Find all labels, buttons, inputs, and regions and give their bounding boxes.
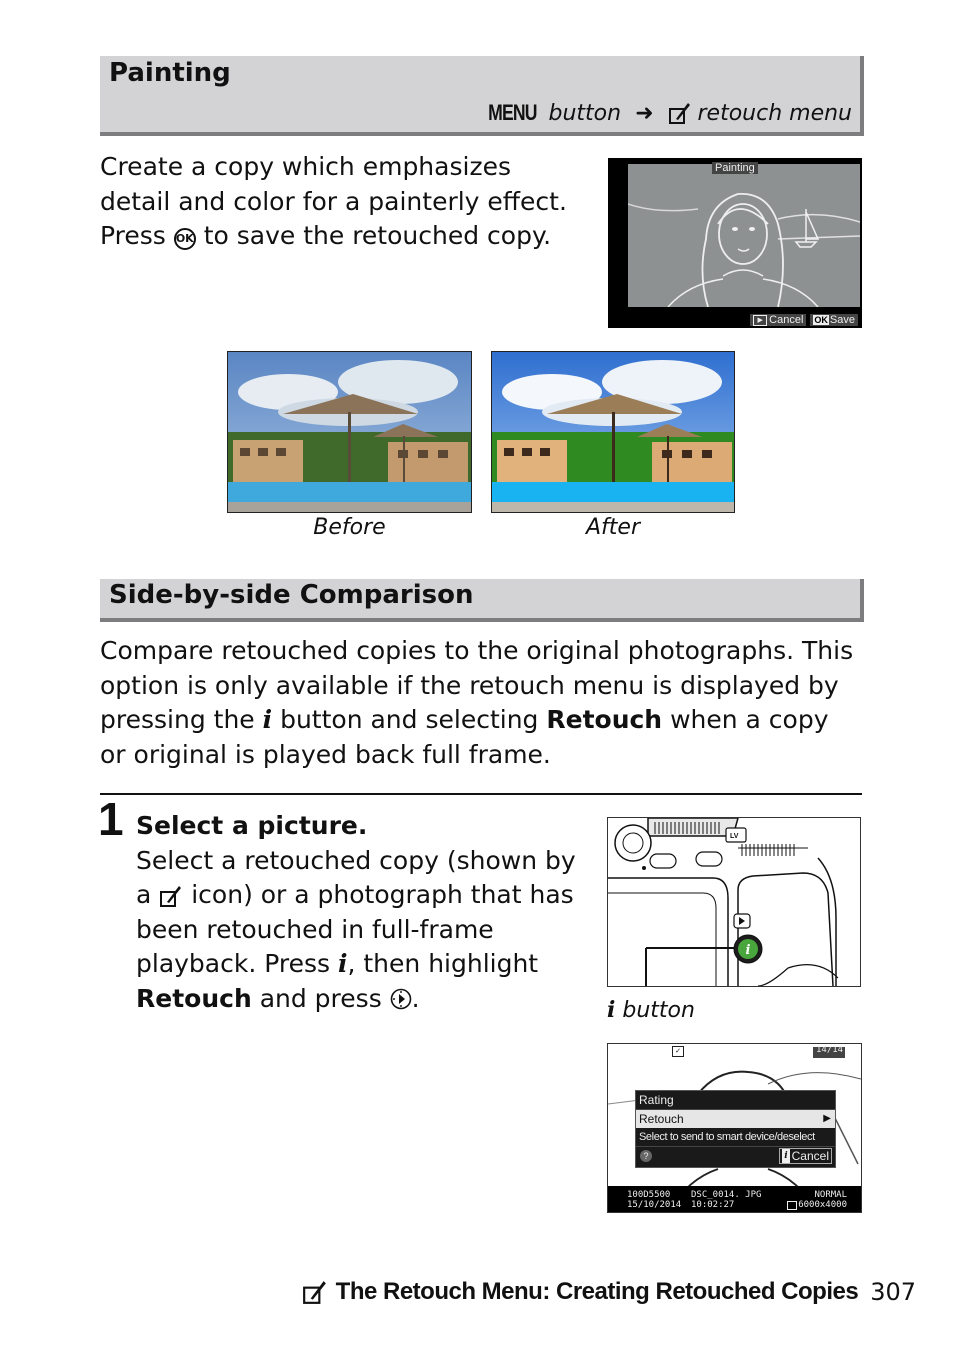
- playback-icon: ▶: [753, 315, 767, 326]
- image-quality: NORMAL: [814, 1190, 847, 1200]
- menu-item-retouch-label: Retouch: [639, 1112, 684, 1126]
- step1-text-4: and press: [259, 983, 382, 1013]
- cancel-button[interactable]: [750, 314, 806, 326]
- painting-title: Painting: [109, 58, 231, 88]
- menu-path: [482, 100, 852, 126]
- step1-text-5: .: [411, 983, 420, 1013]
- save-label: Save: [829, 314, 855, 326]
- cancel-label: Cancel: [769, 314, 804, 326]
- info-bar: [608, 1189, 861, 1212]
- image-size-label: 6000x4000: [798, 1200, 847, 1210]
- sidebyside-title: Side-by-side Comparison: [109, 580, 474, 610]
- i-button-icon: i: [607, 997, 616, 1023]
- i-button-icon: i: [262, 705, 273, 734]
- painting-preview-screen: [608, 158, 862, 328]
- date-readout: 15/10/2014: [627, 1200, 682, 1210]
- step-number: 1: [98, 793, 124, 845]
- page-number: 307: [870, 1278, 916, 1306]
- painting-screen-label: Painting: [712, 162, 758, 174]
- i-button-icon: i: [784, 1151, 788, 1161]
- sidebyside-text-1: Compare retouched copies to the original photographs. This option is only available if the retouch menu is displayed by pressing the: [100, 636, 854, 734]
- footer-title: The Retouch Menu: Creating Retouched Copies: [335, 1278, 859, 1305]
- i-menu-screen: [607, 1043, 862, 1213]
- image-size: [787, 1200, 847, 1210]
- save-button[interactable]: [810, 314, 858, 326]
- menu-footer: [636, 1147, 835, 1165]
- camera-drawing: [608, 818, 860, 986]
- svg-text:i: i: [745, 943, 751, 958]
- after-caption: After: [585, 515, 640, 540]
- sidebyside-text-3: when a copy or original is played back full frame.: [100, 705, 829, 769]
- ok-icon: OK: [814, 315, 828, 325]
- i-button-icon: i: [337, 949, 348, 978]
- menu-cancel-label: Cancel: [791, 1149, 829, 1163]
- menu-item-rating[interactable]: Rating: [636, 1091, 835, 1110]
- menu-cancel-button[interactable]: [779, 1148, 832, 1164]
- step1-content: [136, 809, 581, 1016]
- step1-text-3: , then highlight: [347, 949, 539, 978]
- after-photo: [491, 351, 735, 513]
- retouch-icon: [159, 884, 183, 908]
- image-size-icon: [787, 1201, 797, 1210]
- resort-pool-after-image: [492, 352, 734, 512]
- ok-button-icon: OK: [174, 228, 196, 250]
- retouch-menu-icon: [668, 101, 692, 125]
- lv-label: LV: [730, 833, 739, 840]
- multi-selector-right-icon: [390, 988, 412, 1010]
- path-button-text: button: [548, 100, 622, 126]
- time-readout: 10:02:27: [691, 1200, 735, 1210]
- step-divider: [100, 793, 862, 795]
- step1-text-2: icon) or a photograph that has been retouched in full-frame playback. Press: [136, 880, 574, 978]
- painting-section-bar: [100, 56, 864, 136]
- i-button-caption: [607, 997, 695, 1023]
- sidebyside-text-2: button and selecting: [280, 705, 539, 734]
- before-caption: Before: [313, 515, 386, 540]
- menu-item-send[interactable]: Select to send to smart device/deselect: [636, 1128, 835, 1147]
- submenu-arrow-icon: ▶: [823, 1113, 831, 1124]
- sidebyside-section-bar: [100, 579, 864, 622]
- path-menu-text: retouch menu: [697, 100, 852, 126]
- painting-desc-text: Create a copy which emphasizes detail and color for a painterly effect. Press: [100, 152, 567, 250]
- retouch-bold: Retouch: [546, 705, 663, 734]
- menu-item-retouch[interactable]: [636, 1110, 835, 1128]
- help-icon[interactable]: ?: [640, 1150, 652, 1162]
- frame-counter: 14/14: [816, 1045, 844, 1055]
- page-footer: [302, 1278, 916, 1306]
- painting-desc-text-2: to save the retouched copy.: [203, 221, 552, 250]
- sidebyside-description: [100, 634, 860, 772]
- folder-name: 100D5500: [627, 1190, 671, 1200]
- painting-description: [100, 150, 585, 254]
- i-button-caption-text: button: [622, 998, 695, 1023]
- step1-heading: Select a picture.: [136, 811, 368, 840]
- menu-button-label: MENU: [487, 100, 537, 125]
- step1-text-1: Select a retouched copy (shown by a: [136, 845, 576, 909]
- retouch-bold: Retouch: [136, 983, 252, 1013]
- retouched-marker-icon: ✓: [672, 1046, 684, 1057]
- painting-screen-buttons: [750, 314, 858, 326]
- before-photo: [227, 351, 472, 513]
- arrow-icon: ➜: [635, 100, 654, 126]
- resort-pool-before-image: [228, 352, 471, 512]
- file-name: DSC_0014. JPG: [691, 1190, 762, 1200]
- step1-body: [136, 844, 581, 1017]
- camera-back-illustration: [607, 817, 861, 987]
- painting-sketch-image: [628, 164, 860, 307]
- i-menu-panel: [635, 1090, 836, 1168]
- retouch-menu-icon: [302, 1279, 328, 1305]
